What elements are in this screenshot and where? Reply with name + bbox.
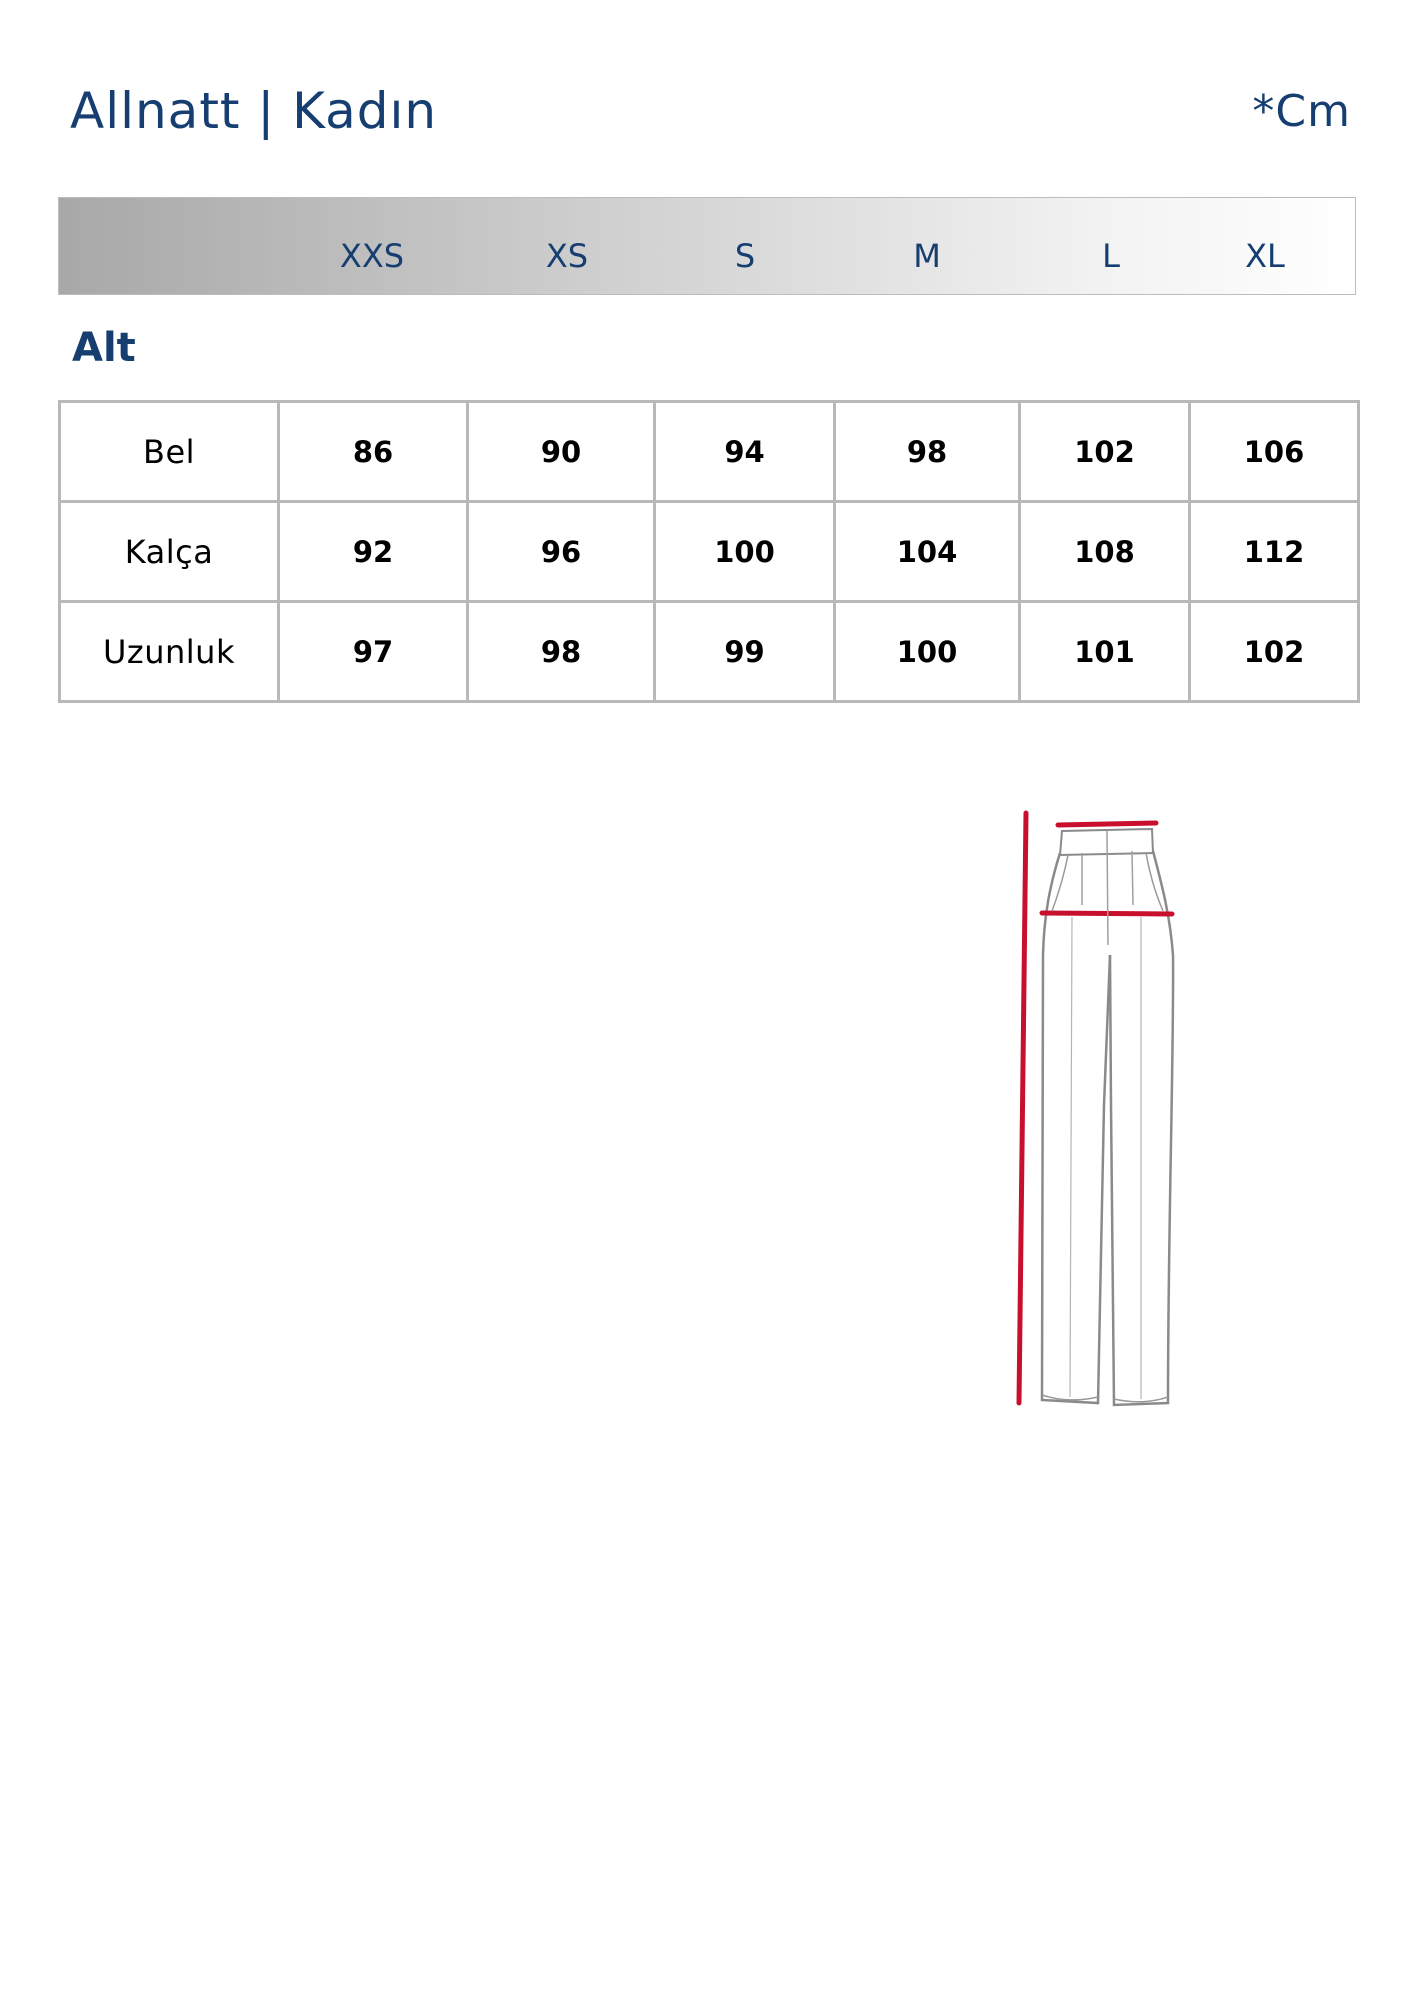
section-title: Alt — [72, 325, 136, 371]
table-row — [60, 602, 1359, 702]
unit-label: *Cm — [1252, 86, 1351, 137]
table-cell: 108 — [1020, 502, 1190, 602]
table-cell: 96 — [468, 502, 655, 602]
size-m: M — [913, 237, 941, 275]
table-cell: 86 — [279, 402, 468, 502]
size-xxs: XXS — [339, 237, 405, 275]
table-cell: 102 — [1020, 402, 1190, 502]
table-cell: 92 — [279, 502, 468, 602]
table-cell: 94 — [655, 402, 835, 502]
table-cell: 100 — [655, 502, 835, 602]
trousers-measurement-icon — [1000, 805, 1230, 1415]
table-cell: 99 — [655, 602, 835, 702]
table-row — [60, 502, 1359, 602]
size-l: L — [1102, 237, 1120, 275]
size-xl: XL — [1245, 237, 1285, 275]
table-cell: 90 — [468, 402, 655, 502]
table-cell: 106 — [1190, 402, 1359, 502]
brand-title: Allnatt | Kadın — [70, 82, 438, 140]
size-header-bar — [58, 197, 1356, 295]
table-cell: 98 — [468, 602, 655, 702]
table-cell: 102 — [1190, 602, 1359, 702]
table-cell: 98 — [835, 402, 1020, 502]
table-row — [60, 402, 1359, 502]
table-cell: 101 — [1020, 602, 1190, 702]
table-cell: 104 — [835, 502, 1020, 602]
size-xs: XS — [545, 237, 589, 275]
table-cell: 100 — [835, 602, 1020, 702]
table-cell: 97 — [279, 602, 468, 702]
row-label: Uzunluk — [60, 602, 279, 702]
row-label: Kalça — [60, 502, 279, 602]
size-table — [58, 400, 1360, 703]
table-cell: 112 — [1190, 502, 1359, 602]
size-s: S — [734, 237, 756, 275]
row-label: Bel — [60, 402, 279, 502]
